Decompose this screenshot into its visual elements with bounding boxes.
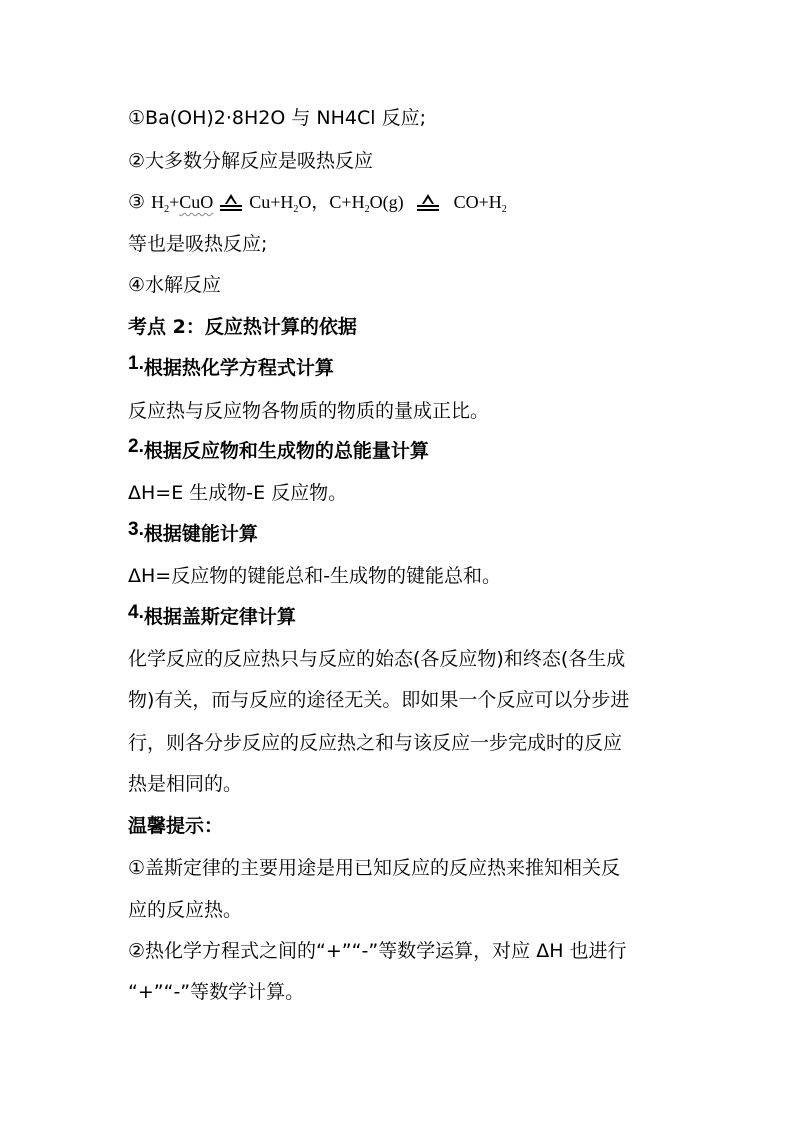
paragraph-3: ΔH=反应物的键能总和-生成物的键能总和。 <box>128 565 502 587</box>
paragraph-4-line-1: 化学反应的反应热只与反应的始态(各反应物)和终态(各生成 <box>128 648 626 670</box>
item-marker-3: ③ <box>128 191 146 213</box>
paragraph-4-line-3: 行，则各分步反应的反应热之和与该反应一步完成时的反应 <box>128 732 623 754</box>
subheading-3: $^{3.}$根据键能计算 <box>128 519 258 545</box>
text-line-1: ①Ba(OH)2·8H2O 与 NH4Cl 反应; <box>128 107 426 129</box>
tip-2-line-2: “+”“-”等数学计算。 <box>128 981 305 1003</box>
section-heading-kaodian: 考点 2：反应热计算的依据 <box>128 316 357 338</box>
paragraph-1: 反应热与反应物各物质的物质的量成正比。 <box>128 400 490 422</box>
heat-condition-icon <box>219 192 243 210</box>
subheading-4: $^{4.}$根据盖斯定律计算 <box>128 602 296 628</box>
text-line-5: ④水解反应 <box>128 274 222 296</box>
tip-heading: 温馨提示： <box>128 815 224 837</box>
tip-2-line-1: ②热化学方程式之间的“+”“-”等数学运算，对应 ΔH 也进行 <box>128 940 627 962</box>
tip-1-line-2: 应的反应热。 <box>128 899 243 921</box>
subheading-2: $^{2.}$根据反应物和生成物的总能量计算 <box>128 436 429 462</box>
paragraph-2: ΔH=E 生成物-E 反应物。 <box>128 482 348 504</box>
subheading-1: $^{1.}$根据热化学方程式计算 <box>128 353 334 379</box>
paragraph-4-line-4: 热是相同的。 <box>128 773 243 795</box>
equation-line <box>128 190 670 214</box>
text-line-2: ②大多数分解反应是吸热反应 <box>128 150 374 172</box>
tip-1-line-1: ①盖斯定律的主要用途是用已知反应的反应热来推知相关反 <box>128 857 621 879</box>
text-line-4: 等也是吸热反应; <box>128 233 268 255</box>
heat-condition-icon <box>416 192 440 210</box>
chemical-equation: $H_2+CuO$ $Cu+H_2O$，$C+H_2O(g)$ $CO+H_2$ <box>151 192 507 215</box>
paragraph-4-line-2: 物)有关，而与反应的途径无关。即如果一个反应可以分步进 <box>128 689 630 711</box>
